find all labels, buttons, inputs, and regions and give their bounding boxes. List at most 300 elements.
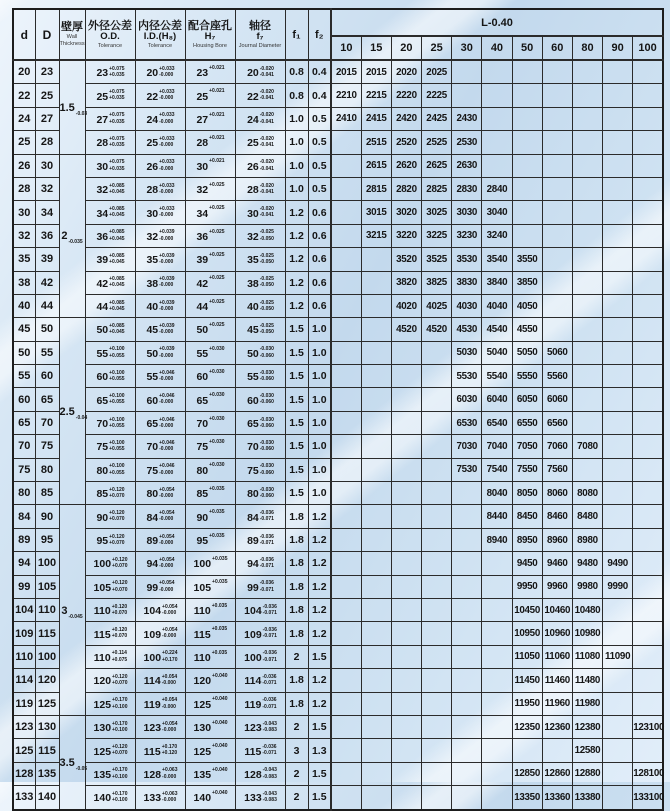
part-number-cell (391, 528, 421, 551)
tolerance-limits (260, 370, 274, 383)
part-number-cell (603, 341, 633, 364)
tolerance-limit: +0.070 (109, 516, 125, 523)
housing-bore-cell (185, 60, 235, 84)
tolerance-value: 26 (247, 160, 259, 173)
table-header (13, 9, 663, 60)
tolerance-value: 25 (247, 137, 259, 150)
f2-cell: 1.2 (308, 598, 331, 621)
part-number-cell: 2840 (482, 177, 512, 200)
tolerance-limit: -0.000 (159, 95, 174, 102)
tolerance-value: 123 (244, 722, 262, 735)
part-number-cell: 7040 (482, 435, 512, 458)
col-header-id-tolerance (135, 9, 185, 60)
tolerance-limit: -0.060 (259, 399, 274, 406)
tolerance-limit: -0.036 (262, 697, 277, 704)
housing-bore-cell (185, 365, 235, 388)
tolerance-limit: -0.060 (259, 469, 274, 476)
part-number-cell (331, 388, 361, 411)
tolerance-limits (159, 463, 174, 476)
tolerance-limit: -0.030 (259, 463, 274, 470)
tolerance-value: 27 (96, 113, 109, 126)
tolerance-limit: -0.050 (259, 305, 274, 312)
part-number-cell: 12380 (572, 715, 602, 738)
tolerance-limits (159, 580, 174, 593)
tolerance-limits (162, 650, 177, 663)
tolerance-value: 36 (196, 230, 209, 243)
bushing-dimension-table (12, 8, 664, 811)
tolerance-limit: +0.054 (162, 627, 178, 634)
part-number-cell: 6040 (482, 388, 512, 411)
tolerance-limits (159, 229, 174, 242)
part-number-cell: 11450 (512, 669, 542, 692)
part-number-cell: 2620 (391, 154, 421, 177)
table-row (13, 482, 663, 505)
tolerance-limit: +0.025 (209, 251, 225, 258)
part-number-cell (633, 411, 663, 434)
journal-label-en: Journal Diameter (238, 42, 282, 49)
tolerance-value: 60 (146, 394, 159, 407)
col-header-f2: f₂ (308, 9, 331, 60)
part-number-cell: 6060 (542, 388, 572, 411)
housing-bore-cell (185, 622, 235, 645)
od-tolerance-cell (85, 271, 135, 294)
f2-cell: 1.0 (308, 388, 331, 411)
tolerance-value: 104 (244, 605, 262, 618)
wall-thickness-cell (59, 505, 85, 716)
tolerance-limit: +0.070 (109, 539, 125, 546)
tolerance-limits (159, 534, 174, 547)
part-number-cell (633, 435, 663, 458)
tolerance-limit: -0.041 (259, 71, 274, 78)
f1-cell: 1.0 (285, 154, 308, 177)
tolerance-limits (260, 323, 274, 336)
part-number-cell: 7030 (452, 435, 482, 458)
col-header-journal-diameter (235, 9, 285, 60)
tolerance-limits (260, 346, 274, 359)
tolerance-limit: +0.100 (109, 439, 125, 446)
tolerance-limit: +0.039 (159, 346, 175, 353)
id-tolerance-cell (135, 154, 185, 177)
part-number-cell (572, 388, 602, 411)
part-number-cell: 2220 (391, 84, 421, 107)
part-number-cell (603, 271, 633, 294)
part-number-cell (542, 60, 572, 84)
part-number-cell: 9990 (603, 575, 633, 598)
part-number-cell (391, 341, 421, 364)
tolerance-limit: -0.050 (259, 282, 274, 289)
tolerance-limit: +0.045 (109, 259, 125, 266)
tolerance-limit: -0.025 (259, 229, 274, 236)
part-number-cell (512, 177, 542, 200)
tolerance-limits (263, 650, 277, 663)
od-tolerance-cell (85, 365, 135, 388)
tolerance-limit: +0.055 (109, 446, 125, 453)
cell-d: 99 (13, 575, 35, 598)
part-number-cell (633, 552, 663, 575)
f2-cell: 1.0 (308, 435, 331, 458)
housing-bore-cell (185, 458, 235, 481)
tolerance-limit: +0.035 (109, 71, 125, 78)
part-number-cell (422, 575, 452, 598)
tolerance-limit: -0.025 (259, 323, 274, 329)
f2-cell: 1.5 (308, 762, 331, 785)
tolerance-limit: +0.030 (209, 368, 225, 375)
tolerance-limit: +0.120 (109, 510, 125, 517)
id-tolerance-cell (135, 294, 185, 317)
part-number-cell (512, 60, 542, 84)
cell-d: 119 (13, 692, 35, 715)
tolerance-limits (159, 370, 174, 383)
cell-D: 85 (35, 482, 59, 505)
tolerance-limit: -0.060 (259, 492, 274, 499)
part-number-cell: 4520 (422, 318, 452, 341)
tolerance-limit: -0.000 (159, 235, 174, 242)
cell-d: 125 (13, 739, 35, 762)
od-tolerance-cell (85, 739, 135, 762)
cell-D: 140 (35, 786, 59, 810)
od-tolerance-cell (85, 154, 135, 177)
od-tolerance-cell (85, 575, 135, 598)
od-tolerance-cell (85, 786, 135, 810)
f2-cell: 1.2 (308, 575, 331, 598)
wall-tolerance: -0.045 (68, 613, 83, 620)
part-number-cell (361, 482, 391, 505)
cell-D: 135 (35, 762, 59, 785)
tolerance-value: 36 (96, 230, 109, 243)
part-number-cell: 7550 (512, 458, 542, 481)
part-number-cell (452, 739, 482, 762)
tolerance-limit: +0.075 (109, 135, 125, 142)
tolerance-limit: +0.120 (111, 603, 128, 610)
housing-label-en: Housing Bore (193, 42, 227, 49)
tolerance-limit: +0.054 (159, 486, 175, 493)
tolerance-value: 42 (196, 277, 209, 290)
part-number-cell (331, 271, 361, 294)
tolerance-limits (209, 392, 224, 398)
part-number-cell (361, 248, 391, 271)
cell-D: 36 (35, 224, 59, 247)
tolerance-limit: +0.021 (209, 111, 225, 118)
tolerance-value: 119 (244, 698, 262, 711)
table-row (13, 365, 663, 388)
tolerance-limit: +0.045 (109, 188, 125, 195)
part-number-cell (452, 786, 482, 810)
part-number-cell: 12880 (572, 762, 602, 785)
id-tolerance-cell (135, 60, 185, 84)
tolerance-limit: -0.030 (259, 416, 274, 423)
tolerance-limits (159, 510, 174, 523)
part-number-cell: 2015 (331, 60, 361, 84)
tolerance-limit: -0.083 (262, 773, 277, 780)
tolerance-limit: -0.041 (259, 118, 274, 125)
tolerance-value: 105 (93, 581, 112, 594)
tolerance-value: 128 (244, 768, 262, 781)
housing-bore-cell (185, 552, 235, 575)
wall-value: 2.5 (59, 405, 75, 418)
f1-cell: 1.5 (285, 388, 308, 411)
part-number-cell (361, 762, 391, 785)
tolerance-limits (212, 556, 227, 562)
id-tolerance-cell (135, 435, 185, 458)
part-number-cell: 9480 (572, 552, 602, 575)
f1-cell: 1.8 (285, 505, 308, 528)
part-number-cell (331, 505, 361, 528)
tolerance-limit: +0.033 (159, 159, 175, 166)
part-number-cell (422, 739, 452, 762)
tolerance-limit: -0.060 (259, 376, 274, 383)
housing-bore-cell (185, 294, 235, 317)
f1-cell: 2 (285, 786, 308, 810)
tolerance-value: 114 (143, 675, 161, 688)
id-tolerance-cell (135, 575, 185, 598)
part-number-cell (331, 318, 361, 341)
cell-d: 32 (13, 224, 35, 247)
f2-cell: 1.0 (308, 411, 331, 434)
part-number-cell (452, 575, 482, 598)
cell-D: 75 (35, 435, 59, 458)
part-number-cell: 10980 (572, 622, 602, 645)
part-number-cell: 7050 (512, 435, 542, 458)
od-tolerance-cell (85, 669, 135, 692)
tolerance-limits (209, 299, 224, 305)
cell-D: 39 (35, 248, 59, 271)
part-number-cell (542, 177, 572, 200)
tolerance-limit: +0.035 (212, 556, 228, 563)
part-number-cell (331, 739, 361, 762)
part-number-cell: 2225 (422, 84, 452, 107)
tolerance-limit: +0.025 (209, 228, 225, 235)
length-column-header: 20 (391, 36, 421, 60)
part-number-cell (633, 598, 663, 621)
tolerance-limit: +0.035 (209, 485, 225, 492)
tolerance-limit: -0.041 (259, 165, 274, 172)
journal-diameter-cell (235, 669, 285, 692)
part-number-cell (482, 131, 512, 154)
tolerance-limits (159, 159, 174, 172)
tolerance-limits (109, 183, 124, 196)
tolerance-limits (209, 252, 224, 258)
tolerance-limit: +0.070 (111, 609, 128, 616)
tolerance-limits (159, 346, 174, 359)
od-tolerance-cell (85, 598, 135, 621)
part-number-cell (633, 365, 663, 388)
part-number-cell (422, 715, 452, 738)
part-number-cell: 4520 (391, 318, 421, 341)
part-number-cell: 10450 (512, 598, 542, 621)
part-number-cell: 8050 (512, 482, 542, 505)
part-number-cell (331, 365, 361, 388)
tolerance-value: 65 (247, 418, 259, 431)
tolerance-value: 26 (146, 160, 159, 173)
cell-d: 22 (13, 84, 35, 107)
part-number-cell: 7530 (452, 458, 482, 481)
tolerance-limit: +0.054 (159, 510, 175, 517)
table-row (13, 458, 663, 481)
table-row (13, 669, 663, 692)
tolerance-limit: -0.071 (262, 680, 277, 687)
tolerance-value: 44 (96, 301, 109, 314)
housing-bore-cell (185, 715, 235, 738)
tolerance-limit: -0.036 (262, 603, 277, 610)
part-number-cell: 8960 (542, 528, 572, 551)
tolerance-limits (159, 393, 174, 406)
f1-cell: 1.5 (285, 435, 308, 458)
od-tolerance-cell (85, 411, 135, 434)
od-tolerance-cell (85, 294, 135, 317)
tolerance-value: 99 (146, 581, 159, 594)
tolerance-limits (260, 206, 274, 219)
part-number-cell (422, 645, 452, 668)
tolerance-value: 28 (146, 184, 159, 197)
cell-d: 94 (13, 552, 35, 575)
cell-D: 25 (35, 84, 59, 107)
part-number-cell: 3030 (452, 201, 482, 224)
tolerance-value: 133 (244, 792, 262, 805)
journal-diameter-cell (235, 692, 285, 715)
tolerance-limits (262, 697, 276, 710)
tolerance-limits (212, 790, 227, 796)
f1-cell: 1.0 (285, 107, 308, 130)
cell-D: 95 (35, 528, 59, 551)
tolerance-limits (262, 674, 276, 687)
part-number-cell (512, 131, 542, 154)
table-row (13, 177, 663, 200)
tolerance-limit: +0.055 (109, 399, 125, 406)
tolerance-limits (209, 65, 224, 71)
length-column-header: 80 (572, 36, 602, 60)
f1-cell: 1.2 (285, 248, 308, 271)
part-number-cell (633, 84, 663, 107)
wall-tolerance: -0.03 (75, 110, 88, 117)
part-number-cell: 5560 (542, 365, 572, 388)
tolerance-value: 28 (96, 137, 109, 150)
table-row (13, 248, 663, 271)
part-number-cell: 2415 (361, 107, 391, 130)
tolerance-limits (109, 323, 124, 336)
part-number-cell (572, 224, 602, 247)
tolerance-limits (260, 534, 274, 547)
tolerance-limits (209, 439, 224, 445)
f2-cell: 1.0 (308, 482, 331, 505)
part-number-cell (331, 528, 361, 551)
cell-d: 30 (13, 201, 35, 224)
housing-bore-cell (185, 482, 235, 505)
cell-d: 84 (13, 505, 35, 528)
journal-diameter-cell (235, 131, 285, 154)
tolerance-value: 123 (143, 722, 162, 735)
wall-thickness-cell (59, 318, 88, 505)
od-tolerance-cell (85, 645, 135, 668)
tolerance-limit: +0.075 (111, 656, 128, 663)
table-row (13, 294, 663, 317)
part-number-cell (572, 248, 602, 271)
tolerance-limits (260, 393, 274, 406)
f2-cell: 0.4 (308, 84, 331, 107)
journal-label-symbol: f₇ (256, 31, 264, 43)
cell-D: 90 (35, 505, 59, 528)
part-number-cell (633, 739, 663, 762)
f2-cell: 1.2 (308, 669, 331, 692)
part-number-cell (331, 786, 361, 810)
part-number-cell: 3850 (512, 271, 542, 294)
tolerance-limits (209, 369, 224, 375)
tolerance-value: 115 (93, 628, 111, 641)
tolerance-limits (159, 440, 174, 453)
part-number-cell: 4030 (452, 294, 482, 317)
tolerance-limits (209, 112, 224, 118)
journal-diameter-cell (235, 84, 285, 107)
tolerance-limit: -0.071 (262, 656, 277, 663)
tolerance-limit: +0.063 (162, 790, 178, 797)
tolerance-limit: -0.043 (262, 767, 277, 774)
part-number-cell (482, 154, 512, 177)
tolerance-limit: +0.085 (109, 323, 125, 329)
id-tolerance-cell (135, 598, 185, 621)
tolerance-value: 94 (247, 558, 259, 571)
tolerance-limits (260, 440, 274, 453)
tolerance-value: 140 (93, 792, 112, 805)
part-number-cell: 4550 (512, 318, 542, 341)
f2-cell: 1.5 (308, 645, 331, 668)
wall-value: 3 (61, 604, 68, 617)
tolerance-limit: +0.045 (109, 305, 125, 312)
part-number-cell (361, 271, 391, 294)
tolerance-value: 24 (247, 113, 259, 126)
tolerance-limits (212, 626, 227, 632)
tolerance-limit: +0.085 (109, 252, 125, 259)
tolerance-limit: +0.035 (211, 602, 228, 609)
cell-D: 34 (35, 201, 59, 224)
part-number-cell: 5060 (542, 341, 572, 364)
tolerance-limit: -0.036 (259, 556, 274, 563)
tolerance-limit: +0.035 (209, 532, 225, 539)
part-number-cell: 2425 (422, 107, 452, 130)
tolerance-limit: -0.050 (259, 259, 274, 266)
id-tolerance-cell (135, 341, 185, 364)
part-number-cell (331, 645, 361, 668)
tolerance-limits (159, 206, 174, 219)
tolerance-limit: +0.070 (111, 633, 128, 640)
housing-bore-cell (185, 575, 235, 598)
part-number-cell (603, 715, 633, 738)
cell-D: 100 (35, 645, 59, 668)
part-number-cell (542, 271, 572, 294)
tolerance-limits (112, 721, 127, 734)
tolerance-limit: +0.035 (211, 626, 228, 633)
part-number-cell (542, 739, 572, 762)
part-number-cell (452, 669, 482, 692)
part-number-cell: 3820 (391, 271, 421, 294)
table-row (13, 318, 663, 341)
tolerance-limits (260, 136, 274, 149)
part-number-cell (422, 411, 452, 434)
tolerance-limits (162, 697, 177, 710)
part-number-cell (452, 505, 482, 528)
part-number-cell (422, 482, 452, 505)
tolerance-value: 22 (146, 90, 159, 103)
part-number-cell (633, 645, 663, 668)
cell-D: 44 (35, 294, 59, 317)
tolerance-limit: -0.036 (262, 627, 277, 634)
cell-D: 100 (35, 552, 59, 575)
part-number-cell: 10950 (512, 622, 542, 645)
f2-cell: 0.5 (308, 154, 331, 177)
tolerance-limits (209, 88, 224, 94)
part-number-cell: 6030 (452, 388, 482, 411)
f2-cell: 1.0 (308, 365, 331, 388)
part-number-cell (482, 645, 512, 668)
tolerance-limit: +0.085 (109, 276, 125, 283)
